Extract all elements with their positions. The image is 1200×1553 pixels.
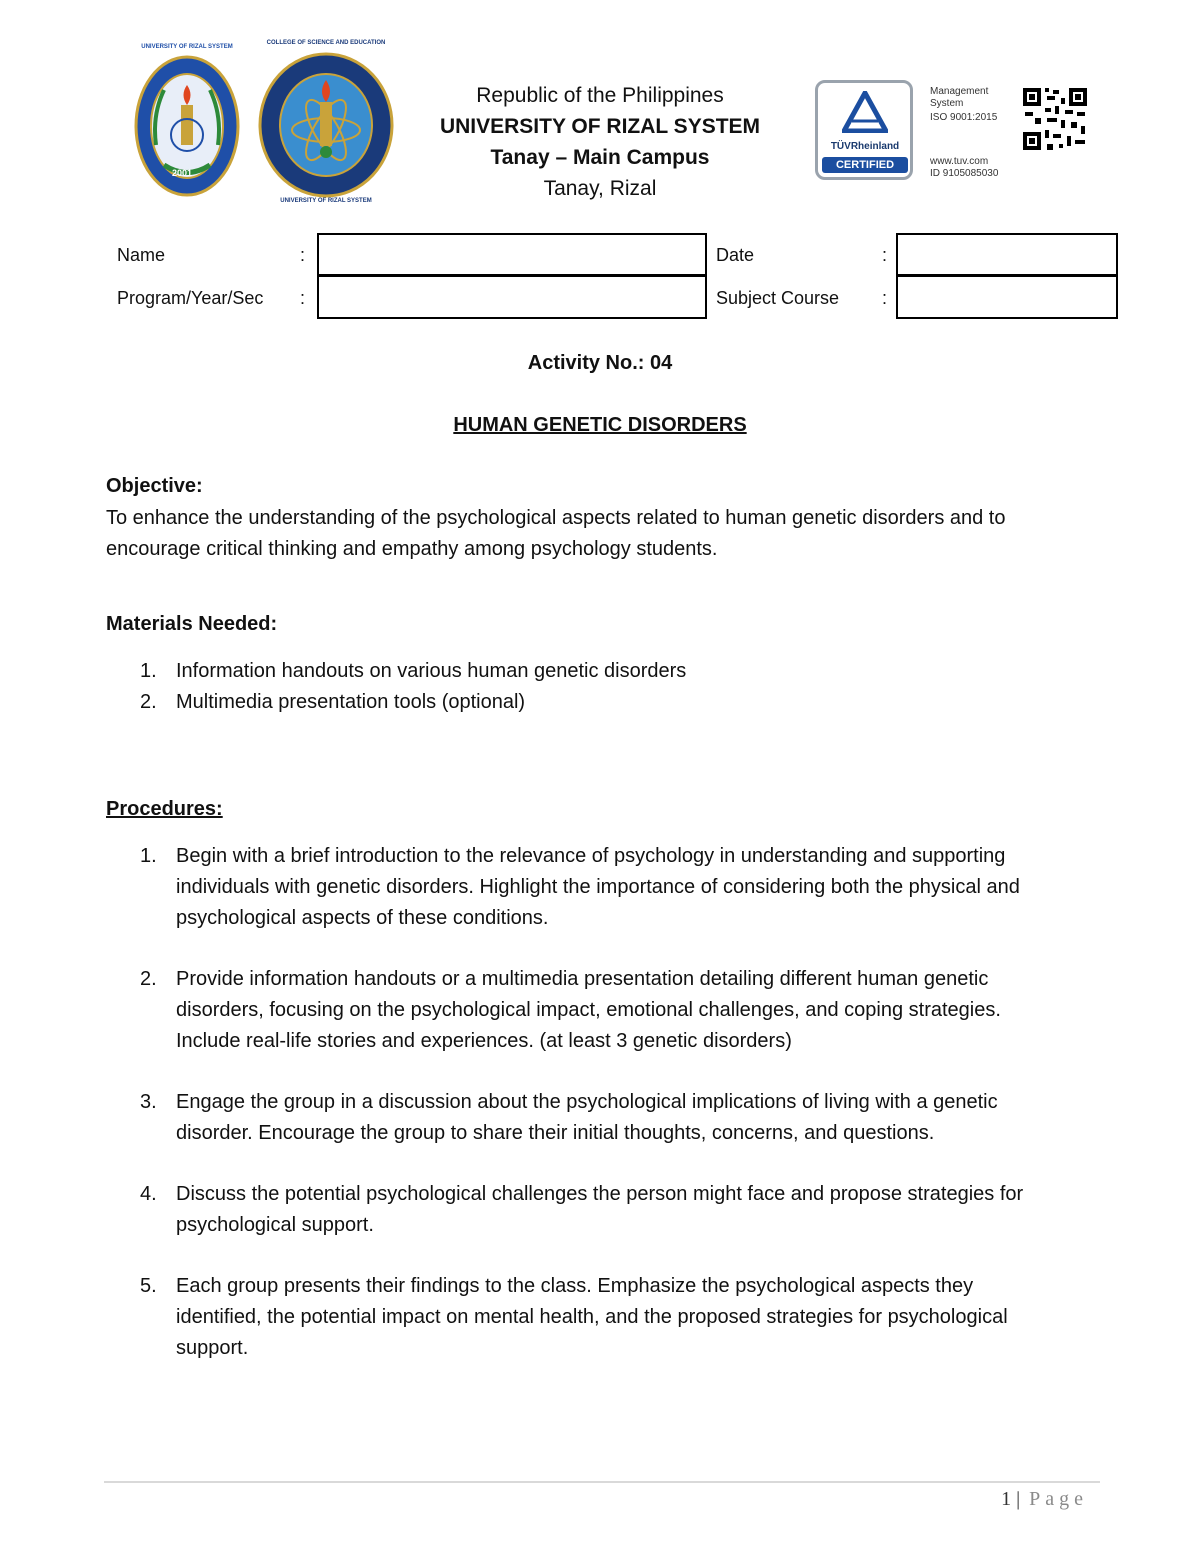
urs-seal-year: 2001 — [172, 168, 193, 178]
cse-seal-text: COLLEGE OF SCIENCE AND EDUCATION — [266, 40, 386, 46]
procedure-line: psychological support. — [176, 1214, 374, 1236]
page-separator: | — [1016, 1488, 1021, 1510]
procedure-line: support. — [176, 1337, 249, 1359]
procedure-number: 4. — [140, 1183, 157, 1205]
procedure-line: Engage the group in a discussion about the psychological implications of living with a genetic — [176, 1091, 998, 1113]
letterhead — [400, 80, 800, 204]
materials-heading: Materials Needed: — [106, 613, 278, 635]
procedures-heading: Procedures: — [106, 798, 223, 820]
objective-line-2: encourage critical thinking and empathy among psychology students. — [106, 538, 718, 560]
procedure-line: individuals with genetic disorders. Highlight the importance of considering both the physical and — [176, 876, 1020, 898]
cert-id: ID 9105085030 — [930, 168, 999, 179]
procedure-number: 3. — [140, 1091, 157, 1113]
cert-label: CERTIFIED — [822, 157, 908, 173]
cse-seal-logo — [258, 52, 394, 198]
university-name: UNIVERSITY OF RIZAL SYSTEM — [439, 115, 761, 138]
procedure-line: Provide information handouts or a multimedia presentation detailing different human genetic — [176, 968, 989, 990]
subject-course-colon: : — [882, 288, 888, 308]
cert-line-2: System — [930, 98, 964, 109]
materials-item-number: 1. — [140, 660, 157, 682]
name-colon: : — [300, 245, 306, 265]
subject-course-field[interactable] — [896, 275, 1118, 319]
name-label: Name — [117, 245, 166, 265]
subject-course-label: Subject Course — [716, 288, 840, 308]
materials-item: Information handouts on various human genetic disorders — [176, 660, 687, 682]
objective-heading: Objective: — [106, 475, 203, 497]
page-word: Page — [1029, 1488, 1088, 1510]
procedure-line: disorders, focusing on the psychological impact, emotional challenges, and coping strategies. — [176, 999, 1001, 1021]
date-label: Date — [716, 245, 755, 265]
tuv-certified-badge — [815, 80, 913, 180]
page-number: 1 — [1001, 1488, 1012, 1510]
objective-line-1: To enhance the understanding of the psychological aspects related to human genetic disorders and to — [106, 507, 1006, 529]
procedure-line: identified, the potential impact on mental health, and the proposed strategies for psychological — [176, 1306, 1008, 1328]
procedure-number: 5. — [140, 1275, 157, 1297]
activity-title: HUMAN GENETIC DISORDERS — [453, 414, 747, 436]
campus-location: Tanay, Rizal — [543, 177, 657, 200]
program-year-sec-field[interactable] — [317, 275, 707, 319]
program-colon: : — [300, 288, 306, 308]
cert-line-3: ISO 9001:2015 — [930, 112, 998, 123]
cse-seal-bottom-text: UNIVERSITY OF RIZAL SYSTEM — [280, 198, 372, 204]
qr-code-icon — [1021, 86, 1089, 152]
urs-seal-text: UNIVERSITY OF RIZAL SYSTEM — [141, 44, 233, 50]
republic-line: Republic of the Philippines — [476, 84, 724, 107]
procedure-line: Begin with a brief introduction to the relevance of psychology in understanding and supporting — [176, 845, 1006, 867]
program-label: Program/Year/Sec — [117, 288, 264, 308]
triangle-icon — [842, 91, 888, 133]
procedure-number: 2. — [140, 968, 157, 990]
name-field[interactable] — [317, 233, 707, 276]
date-colon: : — [882, 245, 888, 265]
cert-line-1: Management — [930, 86, 989, 97]
cert-url: www.tuv.com — [930, 156, 989, 167]
date-field[interactable] — [896, 233, 1118, 276]
procedure-line: psychological aspects of these conditions. — [176, 907, 549, 929]
procedure-line: Each group presents their findings to the class. Emphasize the psychological aspects they — [176, 1275, 974, 1297]
materials-item-number: 2. — [140, 691, 157, 713]
page-footer — [1001, 1488, 1088, 1511]
cert-brand: TÜVRheinland — [830, 141, 900, 152]
procedure-line: Include real-life stories and experiences. (at least 3 genetic disorders) — [176, 1030, 792, 1052]
procedure-line: Discuss the potential psychological challenges the person might face and propose strategies for — [176, 1183, 1024, 1205]
procedure-line: disorder. Encourage the group to share their initial thoughts, concerns, and questions. — [176, 1122, 935, 1144]
materials-item: Multimedia presentation tools (optional) — [176, 691, 526, 713]
activity-number: Activity No.: 04 — [527, 352, 673, 374]
footer-divider — [104, 1481, 1100, 1483]
campus-name: Tanay – Main Campus — [490, 146, 710, 169]
procedure-number: 1. — [140, 845, 157, 867]
